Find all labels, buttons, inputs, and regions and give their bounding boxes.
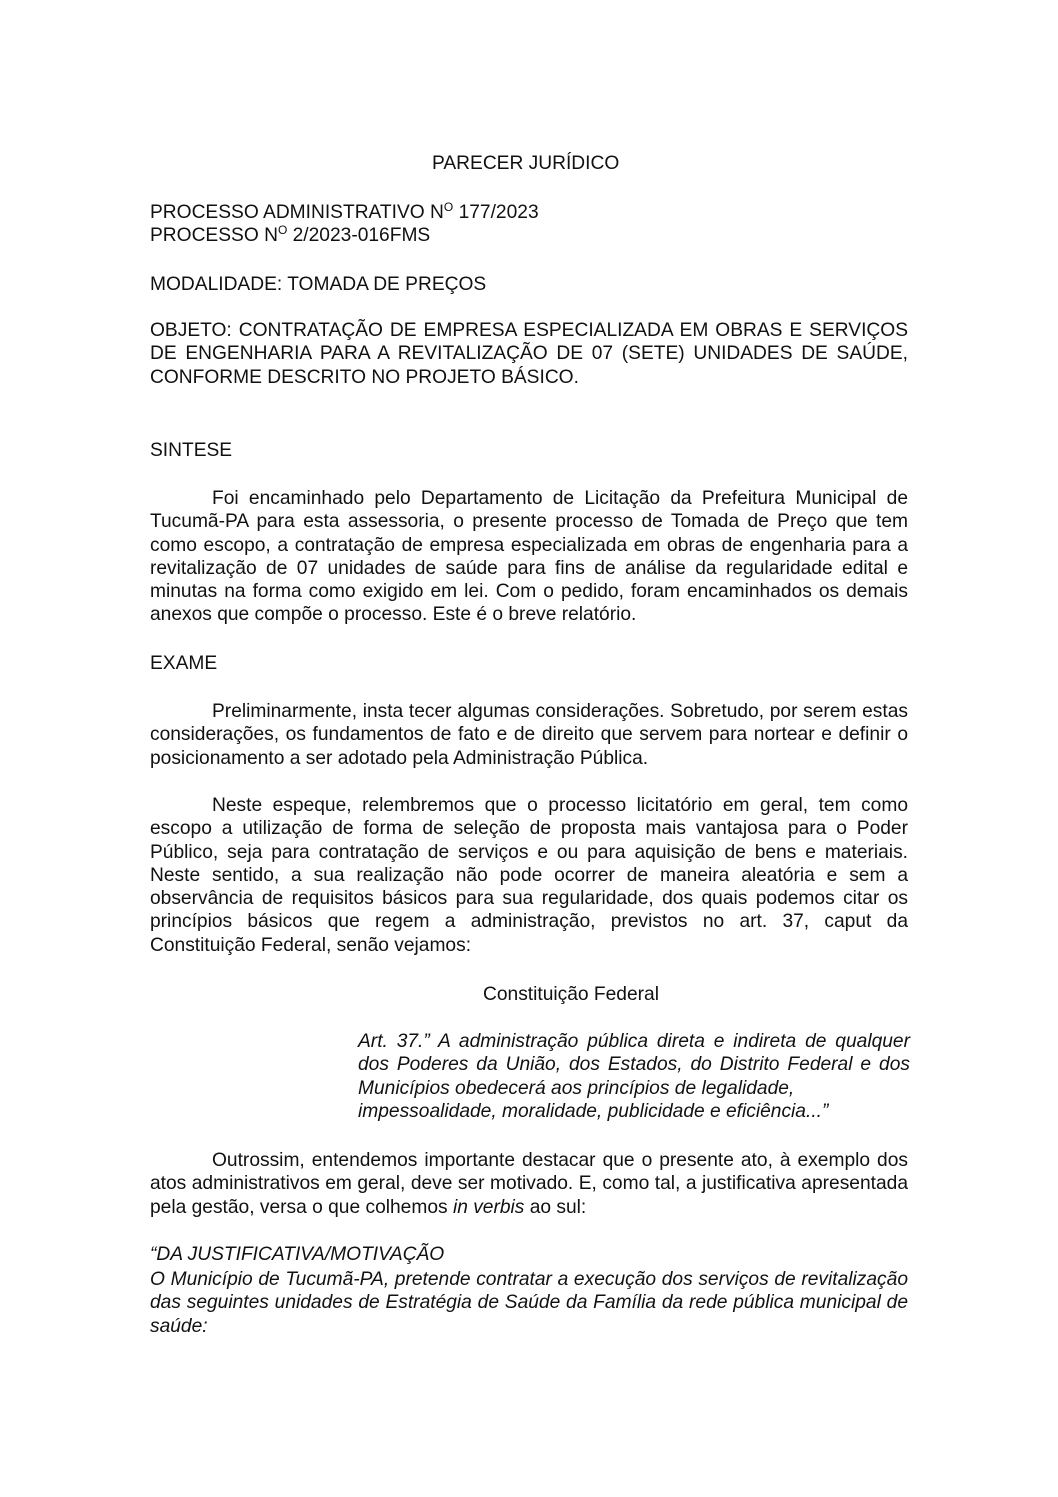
process-admin-number: PROCESSO ADMINISTRATIVO $N^O$ 177/2023 — [150, 200, 539, 223]
sintese-paragraph: Foi encaminhado pelo Departamento de Licitação da Prefeitura Municipal de Tucumã-PA para esta assessoria, o presente processo de Tomada de Preço que tem como escopo, a contratação de empresa especializada em obras de engenharia para a revitalização de 07 unidades de saúde para fins de análise da regularidade edital e minutas na forma como exigido em lei. Com o pedido, foram encaminhados os demais anexos que compõe o processo. Este é o breve relatório. — [150, 488, 908, 626]
page-title: PARECER JURÍDICO — [432, 153, 620, 174]
exame-paragraph-3: Outrossim, entendemos importante destacar que o presente ato, à exemplo dos atos administrativos em geral, deve ser motivado. E, como tal, a justificativa apresentada pela gestão, versa o que colhemos in verbis ao sul: — [150, 1150, 908, 1218]
constituicao-heading: Constituição Federal — [483, 984, 659, 1005]
exame-paragraph-2: Neste espeque, relembremos que o processo licitatório em geral, tem como escopo a utilização de forma de seleção de proposta mais vantajosa para o Poder Público, seja para contratação de serviços e ou para aquisição de bens e materiais. Neste sentido, a sua realização não pode ocorrer de maneira aleatória e sem a observância de requisitos básicos para sua regularidade, dos quais podemos citar os princípios básicos que regem a administração, previstos no art. 37, caput da Constituição Federal, senão vejamos: — [150, 795, 908, 956]
process-number: PROCESSO $N^O$ 2/2023-016FMS — [150, 223, 431, 246]
quote-line: Art. 37.” A administração pública direta e indireta de qualquer — [358, 1031, 910, 1052]
article-quote — [358, 1030, 910, 1123]
justificativa-paragraph: O Município de Tucumã-PA, pretende contratar a execução dos serviços de revitalização das seguintes unidades de Estratégia de Saúde da Família da rede pública municipal de saúde: — [150, 1269, 908, 1337]
quote-line: dos Poderes da União, dos Estados, do Distrito Federal e dos — [358, 1054, 910, 1076]
objeto-paragraph: OBJETO: CONTRATAÇÃO DE EMPRESA ESPECIALIZADA EM OBRAS E SERVIÇOS DE ENGENHARIA PARA A REVITALIZAÇÃO DE 07 (SETE) UNIDADES DE SAÚDE, CONFORME DESCRITO NO PROJETO BÁSICO. — [150, 320, 908, 388]
modalidade-line: MODALIDADE: TOMADA DE PREÇOS — [150, 274, 487, 295]
justificativa-heading: “DA JUSTIFICATIVA/MOTIVAÇÃO — [150, 1244, 445, 1265]
sintese-heading: SINTESE — [150, 440, 233, 461]
exame-paragraph-1: Preliminarmente, insta tecer algumas considerações. Sobretudo, por serem estas considerações, os fundamentos de fato e de direito que servem para nortear e definir o posicionamento a ser adotado pela Administração Pública. — [150, 701, 908, 769]
exame-heading: EXAME — [150, 653, 218, 674]
quote-line: Municípios obedecerá aos princípios de legalidade, — [358, 1077, 795, 1099]
quote-line: impessoalidade, moralidade, publicidade e eficiência...” — [358, 1100, 829, 1122]
